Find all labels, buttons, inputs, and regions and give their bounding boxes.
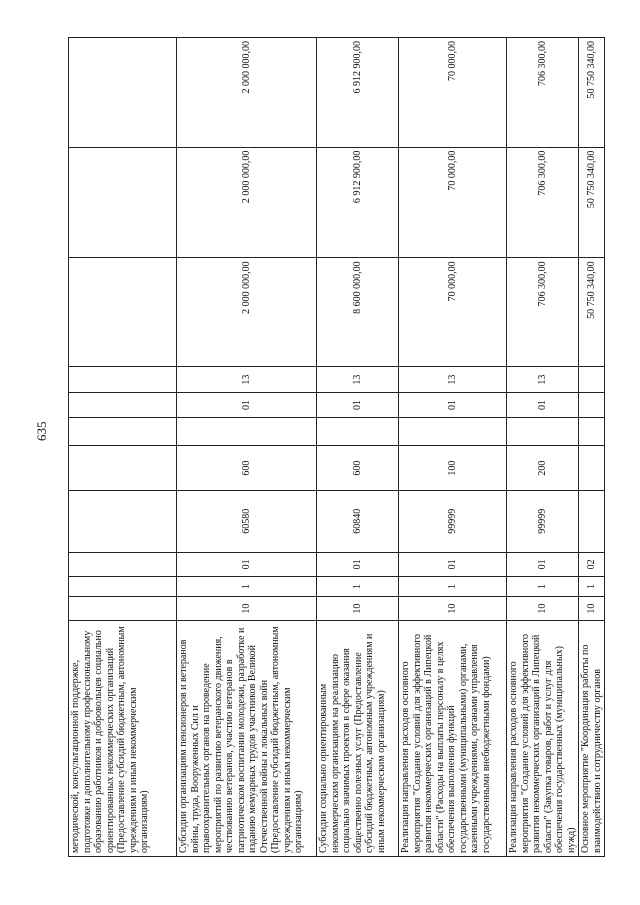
cell-code	[69, 490, 177, 552]
cell-amount	[69, 38, 177, 148]
table-row	[317, 38, 399, 857]
cell-code: 100	[399, 446, 507, 490]
cell-code: 200	[507, 446, 579, 490]
table-row	[579, 38, 605, 857]
cell-amount: 70 000,00	[399, 147, 507, 258]
cell-code: 10	[399, 596, 507, 620]
row-description: Реализация направления расходов основного мероприятия "Создание условий для эффективного развития некоммерческих организаций в Липецкой области" (Закупка товаров, работ и услуг для обеспечения государственных (муниципальных) нужд)	[507, 621, 579, 857]
cell-code	[579, 446, 605, 490]
cell-amount: 706 300,00	[507, 147, 579, 258]
row-description: Субсидии социально ориентированным некоммерческим организациям на реализацию социально значимых проектов в сфере оказания общественно полезных услуг (Предоставление субсидий бюджетным, автономным учреждениям и иным некоммерческим организациям)	[317, 621, 399, 857]
cell-amount: 50 750 340,00	[579, 258, 605, 366]
cell-code	[579, 417, 605, 446]
cell-code	[69, 446, 177, 490]
row-description: Субсидии организациям пенсионеров и ветеранов войны, труда, Вооруженных Сил и правоохранительных органов на проведение мероприятий по развитию ветеранского движения, чествованию ветеранов, участию ветеранов в патриотическом воспитании молодежи, разработке и изданию мемуарных трудов участников Великой Отечественной войны и локальных войн (Предоставление субсидий бюджетным, автономным учреждениям и иным некоммерческим организациям)	[177, 621, 317, 857]
cell-code: 1	[317, 577, 399, 597]
cell-code	[69, 417, 177, 446]
table-row	[399, 38, 507, 857]
cell-code	[399, 417, 507, 446]
budget-table	[68, 37, 605, 857]
cell-amount: 6 912 900,00	[317, 147, 399, 258]
cell-code: 01	[317, 393, 399, 417]
cell-code: 01	[399, 393, 507, 417]
cell-code	[579, 393, 605, 417]
table-row	[177, 38, 317, 857]
cell-code	[69, 596, 177, 620]
cell-amount: 2 000 000,00	[177, 258, 317, 366]
cell-code: 600	[177, 446, 317, 490]
cell-code	[69, 366, 177, 393]
cell-code: 13	[317, 366, 399, 393]
cell-amount: 2 000 000,00	[177, 147, 317, 258]
cell-code: 600	[317, 446, 399, 490]
cell-code: 10	[177, 596, 317, 620]
cell-amount	[69, 258, 177, 366]
cell-code	[69, 552, 177, 576]
rotated-table-container	[68, 37, 603, 857]
cell-code: 1	[507, 577, 579, 597]
cell-code	[177, 417, 317, 446]
cell-code: 10	[579, 596, 605, 620]
cell-code: 01	[317, 552, 399, 576]
cell-amount: 50 750 340,00	[579, 38, 605, 148]
cell-code: 01	[177, 393, 317, 417]
cell-code: 13	[177, 366, 317, 393]
cell-code: 99999	[399, 490, 507, 552]
cell-code	[507, 417, 579, 446]
cell-code	[579, 366, 605, 393]
row-description: Основное мероприятие "Координация работы по взаимодействию и сотрудничеству органов	[579, 621, 605, 857]
cell-code: 13	[399, 366, 507, 393]
page-number: 635	[34, 421, 49, 441]
cell-amount: 2 000 000,00	[177, 38, 317, 148]
cell-amount: 8 600 000,00	[317, 258, 399, 366]
cell-code: 01	[507, 552, 579, 576]
cell-code: 60580	[177, 490, 317, 552]
cell-amount	[69, 147, 177, 258]
cell-code	[69, 577, 177, 597]
cell-amount: 6 912 900,00	[317, 38, 399, 148]
cell-code	[69, 393, 177, 417]
cell-code: 60840	[317, 490, 399, 552]
cell-amount: 706 300,00	[507, 258, 579, 366]
cell-code	[579, 490, 605, 552]
cell-code: 01	[507, 393, 579, 417]
cell-code: 10	[317, 596, 399, 620]
cell-code: 01	[177, 552, 317, 576]
cell-code: 01	[399, 552, 507, 576]
cell-amount: 70 000,00	[399, 38, 507, 148]
cell-code: 02	[579, 552, 605, 576]
cell-amount: 706 300,00	[507, 38, 579, 148]
cell-code	[317, 417, 399, 446]
cell-amount: 50 750 340,00	[579, 147, 605, 258]
row-description: методической, консультационной поддержке, подготовке и дополнительному профессиональному образованию работников и добровольцев социально ориентированных некоммерческих организаций (Предоставление субсидий бюджетным, автономным учреждениям и иным некоммерческим организациям)	[69, 621, 177, 857]
cell-code: 99999	[507, 490, 579, 552]
cell-code: 10	[507, 596, 579, 620]
table-row	[507, 38, 579, 857]
cell-code: 13	[507, 366, 579, 393]
cell-code: 1	[579, 577, 605, 597]
row-description: Реализация направления расходов основного мероприятия "Создание условий для эффективного развития некоммерческих организаций в Липецкой области" (Расходы на выплаты персоналу в целях обеспечения выполнения функций государственными (муниципальными) органами, казенными учреждениями, органами управления государственными внебюджетными фондами)	[399, 621, 507, 857]
cell-code: 1	[399, 577, 507, 597]
cell-amount: 70 000,00	[399, 258, 507, 366]
cell-code: 1	[177, 577, 317, 597]
table-row	[69, 38, 177, 857]
